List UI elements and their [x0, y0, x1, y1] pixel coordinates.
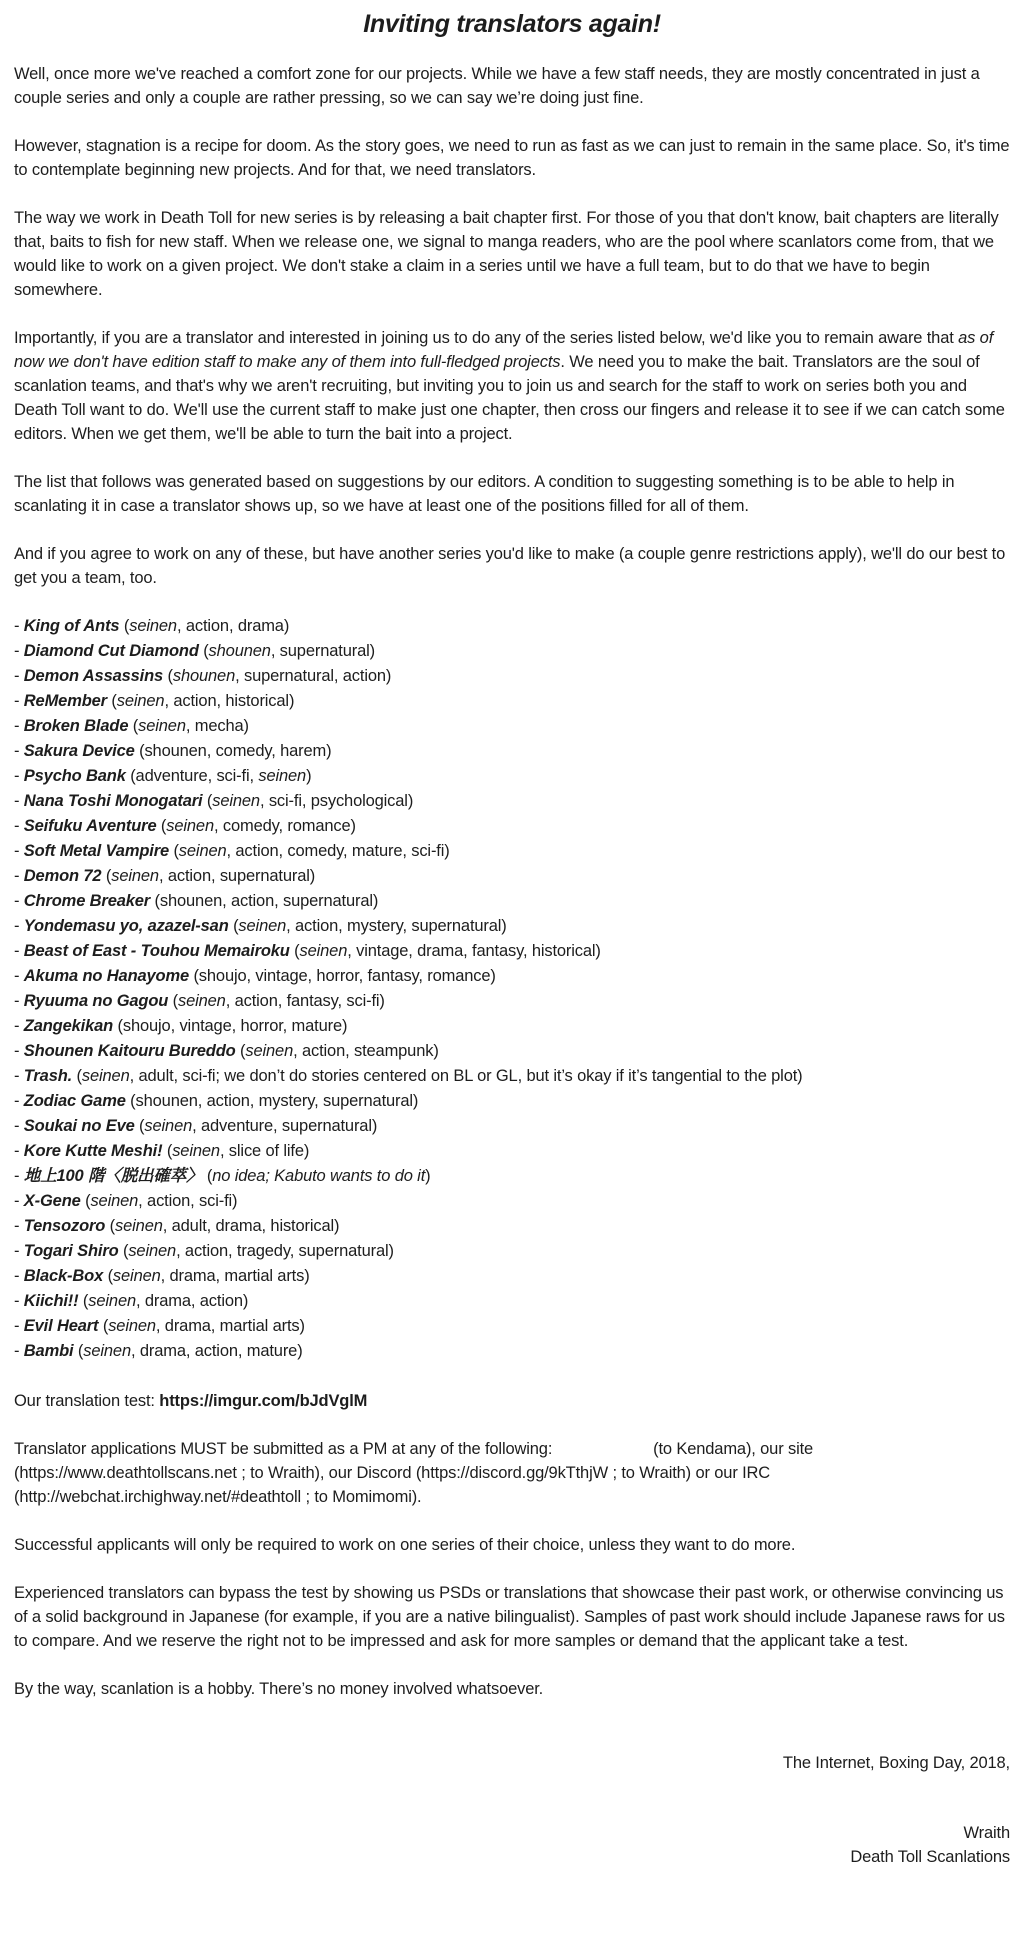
series-list-item: - Ryuuma no Gagou (seinen, action, fantasy, sci-fi): [14, 992, 385, 1010]
series-list: [14, 614, 1010, 1364]
intro-paragraph-2: However, stagnation is a recipe for doom. As the story goes, we need to run as fast as we can just to remain in the same place. So, it's time to contemplate beginning new projects. And for that, we need translators.: [14, 137, 1010, 179]
series-list-item: - Sakura Device (shounen, comedy, harem): [14, 742, 332, 760]
series-list-item: - Kiichi!! (seinen, drama, action): [14, 1292, 249, 1310]
series-list-item: - ReMember (seinen, action, historical): [14, 692, 295, 710]
series-list-item: - Kore Kutte Meshi! (seinen, slice of life): [14, 1142, 310, 1160]
series-list-item: - 地上100 階〈脱出確萃〉 (no idea; Kabuto wants to do it): [14, 1167, 431, 1185]
outro-paragraph-4: By the way, scanlation is a hobby. There’s no money involved whatsoever.: [14, 1680, 544, 1698]
signoff-date: The Internet, Boxing Day, 2018,: [782, 1754, 1010, 1772]
signoff-group: Death Toll Scanlations: [850, 1848, 1010, 1866]
series-list-item: - Bambi (seinen, drama, action, mature): [14, 1342, 303, 1360]
series-list-item: - Demon 72 (seinen, action, supernatural): [14, 867, 316, 885]
series-list-item: - Trash. (seinen, adult, sci-fi; we don’t do stories centered on BL or GL, but it’s okay if it’s tangential to the plot): [14, 1067, 803, 1085]
series-list-item: - Diamond Cut Diamond (shounen, supernatural): [14, 642, 375, 660]
signoff-author: Wraith: [963, 1824, 1010, 1842]
outro-paragraph-3: Experienced translators can bypass the test by showing us PSDs or translations that showcase their past work, or otherwise convincing us of a solid background in Japanese (for example, if you are a native bilingualist). Samples of past work should include Japanese raws for us to compare. And we reserve the right not to be impressed and ask for more samples or demand that the applicant take a test.: [14, 1584, 1005, 1650]
series-list-item: - Soukai no Eve (seinen, adventure, supernatural): [14, 1117, 378, 1135]
series-list-item: - Broken Blade (seinen, mecha): [14, 717, 249, 735]
translation-test-line: [14, 1389, 1010, 1413]
series-list-item: - Psycho Bank (adventure, sci-fi, seinen): [14, 767, 312, 785]
series-list-item: - Chrome Breaker (shounen, action, supernatural): [14, 892, 379, 910]
series-list-item: - Zodiac Game (shounen, action, mystery, supernatural): [14, 1092, 419, 1110]
series-list-item: - Togari Shiro (seinen, action, tragedy, supernatural): [14, 1242, 394, 1260]
series-list-item: - Seifuku Aventure (seinen, comedy, romance): [14, 817, 356, 835]
series-list-item: - Yondemasu yo, azazel-san (seinen, action, mystery, supernatural): [14, 917, 507, 935]
series-list-item: - Tensozoro (seinen, adult, drama, historical): [14, 1217, 340, 1235]
series-list-item: - Beast of East - Touhou Memairoku (seinen, vintage, drama, fantasy, historical): [14, 942, 601, 960]
translation-test-label: Our translation test:: [14, 1392, 160, 1410]
outro-paragraph-1: Translator applications MUST be submitted as a PM at any of the following: (to Kendama), our site (https://www.deathtollscans.net ; to Wraith), our Discord (https://discord.gg/9kTthjW ; to Wraith) or our IRC (http://webchat.irchighway.net/#deathtoll ; to Momimomi).: [14, 1440, 814, 1506]
intro-section: [14, 62, 1010, 590]
page-title: Inviting translators again!: [363, 10, 661, 38]
intro-paragraph-3: The way we work in Death Toll for new series is by releasing a bait chapter first. For those of you that don't know, bait chapters are literally that, baits to fish for new staff. When we release one, we signal to manga readers, who are the pool where scanlators come from, that we would like to work on a given project. We don't stake a claim in a series until we have a full team, but to do that we have to begin somewhere.: [14, 209, 999, 299]
intro-paragraph-5: The list that follows was generated based on suggestions by our editors. A condition to suggesting something is to be able to help in scanlating it in case a translator shows up, so we have at least one of the positions filled for all of them.: [14, 473, 955, 515]
series-list-item: - Akuma no Hanayome (shoujo, vintage, horror, fantasy, romance): [14, 967, 496, 985]
translation-test-url: https://imgur.com/bJdVglM: [159, 1392, 368, 1410]
intro-paragraph-1: Well, once more we've reached a comfort zone for our projects. While we have a few staff needs, they are mostly concentrated in just a couple series and only a couple are rather pressing, so we can say we’re doing just fine.: [14, 65, 980, 107]
series-list-item: - Shounen Kaitouru Bureddo (seinen, action, steampunk): [14, 1042, 439, 1060]
series-list-item: - Evil Heart (seinen, drama, martial arts): [14, 1317, 305, 1335]
series-list-item: - Nana Toshi Monogatari (seinen, sci-fi, psychological): [14, 792, 414, 810]
intro-paragraph-4: Importantly, if you are a translator and interested in joining us to do any of the series listed below, we'd like you to remain aware that as of now we don't have edition staff to make any of them into full-fledged projects. We need you to make the bait. Translators are the soul of scanlation teams, and that's why we aren't recruiting, but inviting you to join us and search for the staff to work on series both you and Death Toll want to do. We'll use the current staff to make just one chapter, then cross our fingers and release it to see if we can catch some editors. When we get them, we'll be able to turn the bait into a project.: [14, 329, 1005, 443]
series-list-item: - Demon Assassins (shounen, supernatural, action): [14, 667, 392, 685]
outro-paragraph-2: Successful applicants will only be required to work on one series of their choice, unless they want to do more.: [14, 1536, 796, 1554]
series-list-item: - Zangekikan (shoujo, vintage, horror, mature): [14, 1017, 348, 1035]
series-list-item: - Black-Box (seinen, drama, martial arts): [14, 1267, 310, 1285]
signoff-block: [14, 1751, 1010, 1869]
outro-section: [14, 1437, 1010, 1701]
series-list-item: - King of Ants (seinen, action, drama): [14, 617, 290, 635]
intro-paragraph-6: And if you agree to work on any of these, but have another series you'd like to make (a couple genre restrictions apply), we'll do our best to get you a team, too.: [14, 545, 1006, 587]
series-list-item: - X-Gene (seinen, action, sci-fi): [14, 1192, 238, 1210]
series-list-item: - Soft Metal Vampire (seinen, action, comedy, mature, sci-fi): [14, 842, 450, 860]
